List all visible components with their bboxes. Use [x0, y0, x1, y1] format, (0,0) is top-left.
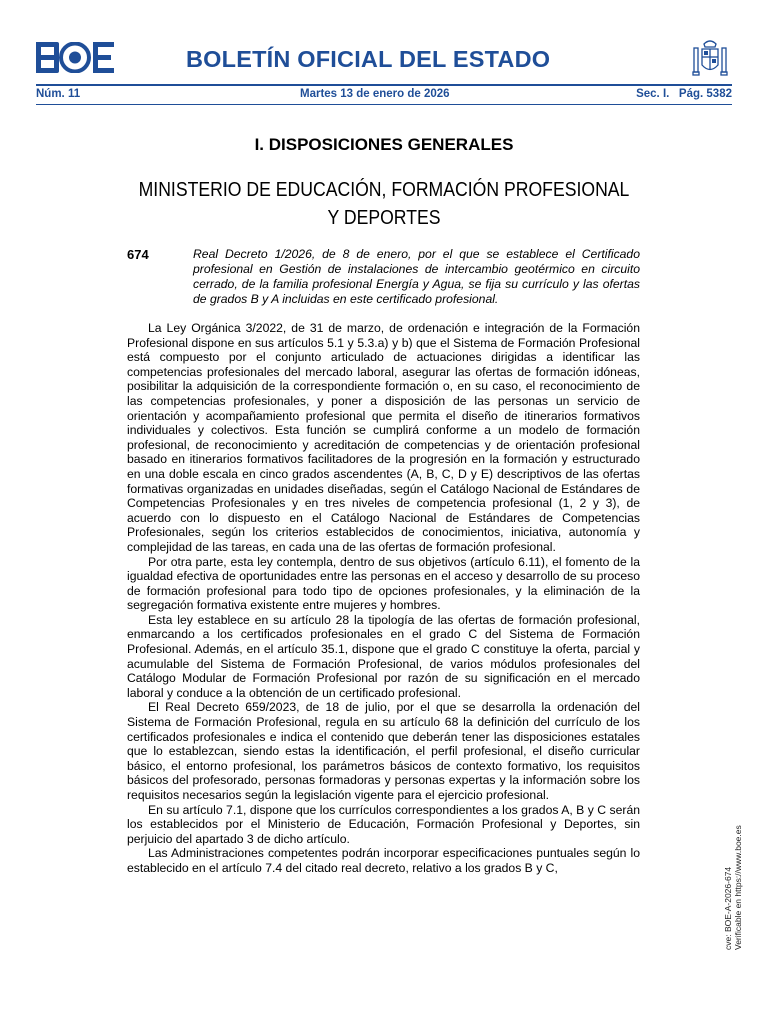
verification-note	[723, 825, 743, 950]
paragraph: Las Administraciones competentes podrán incorporar especificaciones puntuales según lo establecido en el artículo 7.4 del citado real decreto, relativo a los grados B y C,	[127, 846, 640, 875]
paragraph: El Real Decreto 659/2023, de 18 de julio, por el que se desarrolla la ordenación del Sistema de Formación Profesional, regula en su artículo 68 la definición del currículo de los certificados profesionales e indica el contenido que deberán tener las disposiciones estatales que lo establezcan, siendo estas la identificación, el perfil profesional, el diseño curricular básico, el entorno profesional, los parámetros básicos de contexto formativo, los requisitos básicos del profesorado, personas formadoras y personas expertas y la información sobre los requisitos necesarios según la legislación vigente para el ejercicio profesional.	[127, 700, 640, 802]
body-text	[127, 321, 640, 876]
meta-divider	[36, 104, 732, 105]
issue-date: Martes 13 de enero de 2026	[300, 88, 450, 100]
section-heading: I. DISPOSICIONES GENERALES	[254, 135, 514, 154]
coat-of-arms-icon	[692, 38, 728, 80]
paragraph: Por otra parte, esta ley contempla, dentro de sus objetivos (artículo 6.11), el fomento de la igualdad efectiva de oportunidades entre las personas en el acceso y desarrollo de su proceso de formación profesional para todo tipo de opciones profesionales, y la eliminación de la segregación formativa existente entre mujeres y hombres.	[127, 554, 640, 613]
journal-title: BOLETÍN OFICIAL DEL ESTADO	[186, 46, 551, 72]
ministry-line-2: Y DEPORTES	[327, 206, 441, 229]
verification-url: Verificable en https://www.boe.es	[733, 825, 743, 950]
ministry-line-1: MINISTERIO DE EDUCACIÓN, FORMACIÓN PROFESIONAL	[138, 178, 630, 201]
boe-logo	[36, 42, 114, 73]
paragraph: En su artículo 7.1, dispone que los currículos correspondientes a los grados A, B y C serán los establecidos por el Ministerio de Educación, Formación Profesional y Deportes, sin perjuicio del apartado 3 de dicho artículo.	[127, 802, 640, 846]
paragraph: La Ley Orgánica 3/2022, de 31 de marzo, de ordenación e integración de la Formación Profesional dispone en sus artículos 5.1 y 5.3.a) y b) que el Sistema de Formación Profesional está compuesto por el conjunto articulado de actuaciones dirigidas a identificar las competencias profesionales del mercado laboral, asegurar las ofertas de formación idóneas, posibilitar la adquisición de la correspondiente formación o, en su caso, el reconocimiento de las competencias profesionales, y poner a disposición de las personas un servicio de orientación y acompañamiento profesional que permita el diseño de itinerarios formativos individuales y colectivos. Esta función se cumplirá conforme a un modelo de formación profesional, de reconocimiento y acreditación de competencias y de orientación profesional basado en itinerarios formativos facilitadores de la progresión en la formación y estructurado en una doble escala en cinco grados ascendentes (A, B, C, D y E) descriptivos de las ofertas formativas organizadas en unidades diseñadas, según el Catálogo Nacional de Estándares de Competencias Profesionales y en tres niveles de competencia profesional (1, 2 y 3), de acuerdo con lo dispuesto en el Catálogo Nacional de Estándares de Competencias Profesionales, según los criterios establecidos de conocimientos, iniciativa, autonomía y complejidad de las tareas, en cada una de las ofertas de formación profesional.	[127, 321, 640, 554]
ministry-heading	[54, 176, 714, 232]
paragraph: Esta ley establece en su artículo 28 la tipología de las ofertas de formación profesional, enmarcando a los certificados profesionales en el grado C del Sistema de Formación Profesional. Además, en el artículo 35.1, dispone que el grado C constituye la oferta, parcial y acumulable del Sistema de Formación Profesional, de varios módulos profesionales del Catálogo Modular de Formación Profesional por razón de su significación en el mercado laboral y conduce a la obtención de un certificado profesional.	[127, 612, 640, 700]
cve-code: cve: BOE-A-2026-674	[723, 866, 733, 950]
entry-number: 674	[127, 247, 149, 262]
entry-summary: Real Decreto 1/2026, de 8 de enero, por el que se establece el Certificado profesional en Gestión de instalaciones de intercambio geotérmico en circuito cerrado, de la familia profesional Energía y Agua, se fija su currículo y las ofertas de grados B y A incluidas en este certificado profesional.	[193, 247, 640, 306]
page-header	[36, 38, 732, 82]
header-divider	[36, 84, 732, 86]
section-page: Sec. I. Pág. 5382	[636, 88, 732, 100]
issue-number: Núm. 11	[36, 88, 81, 100]
